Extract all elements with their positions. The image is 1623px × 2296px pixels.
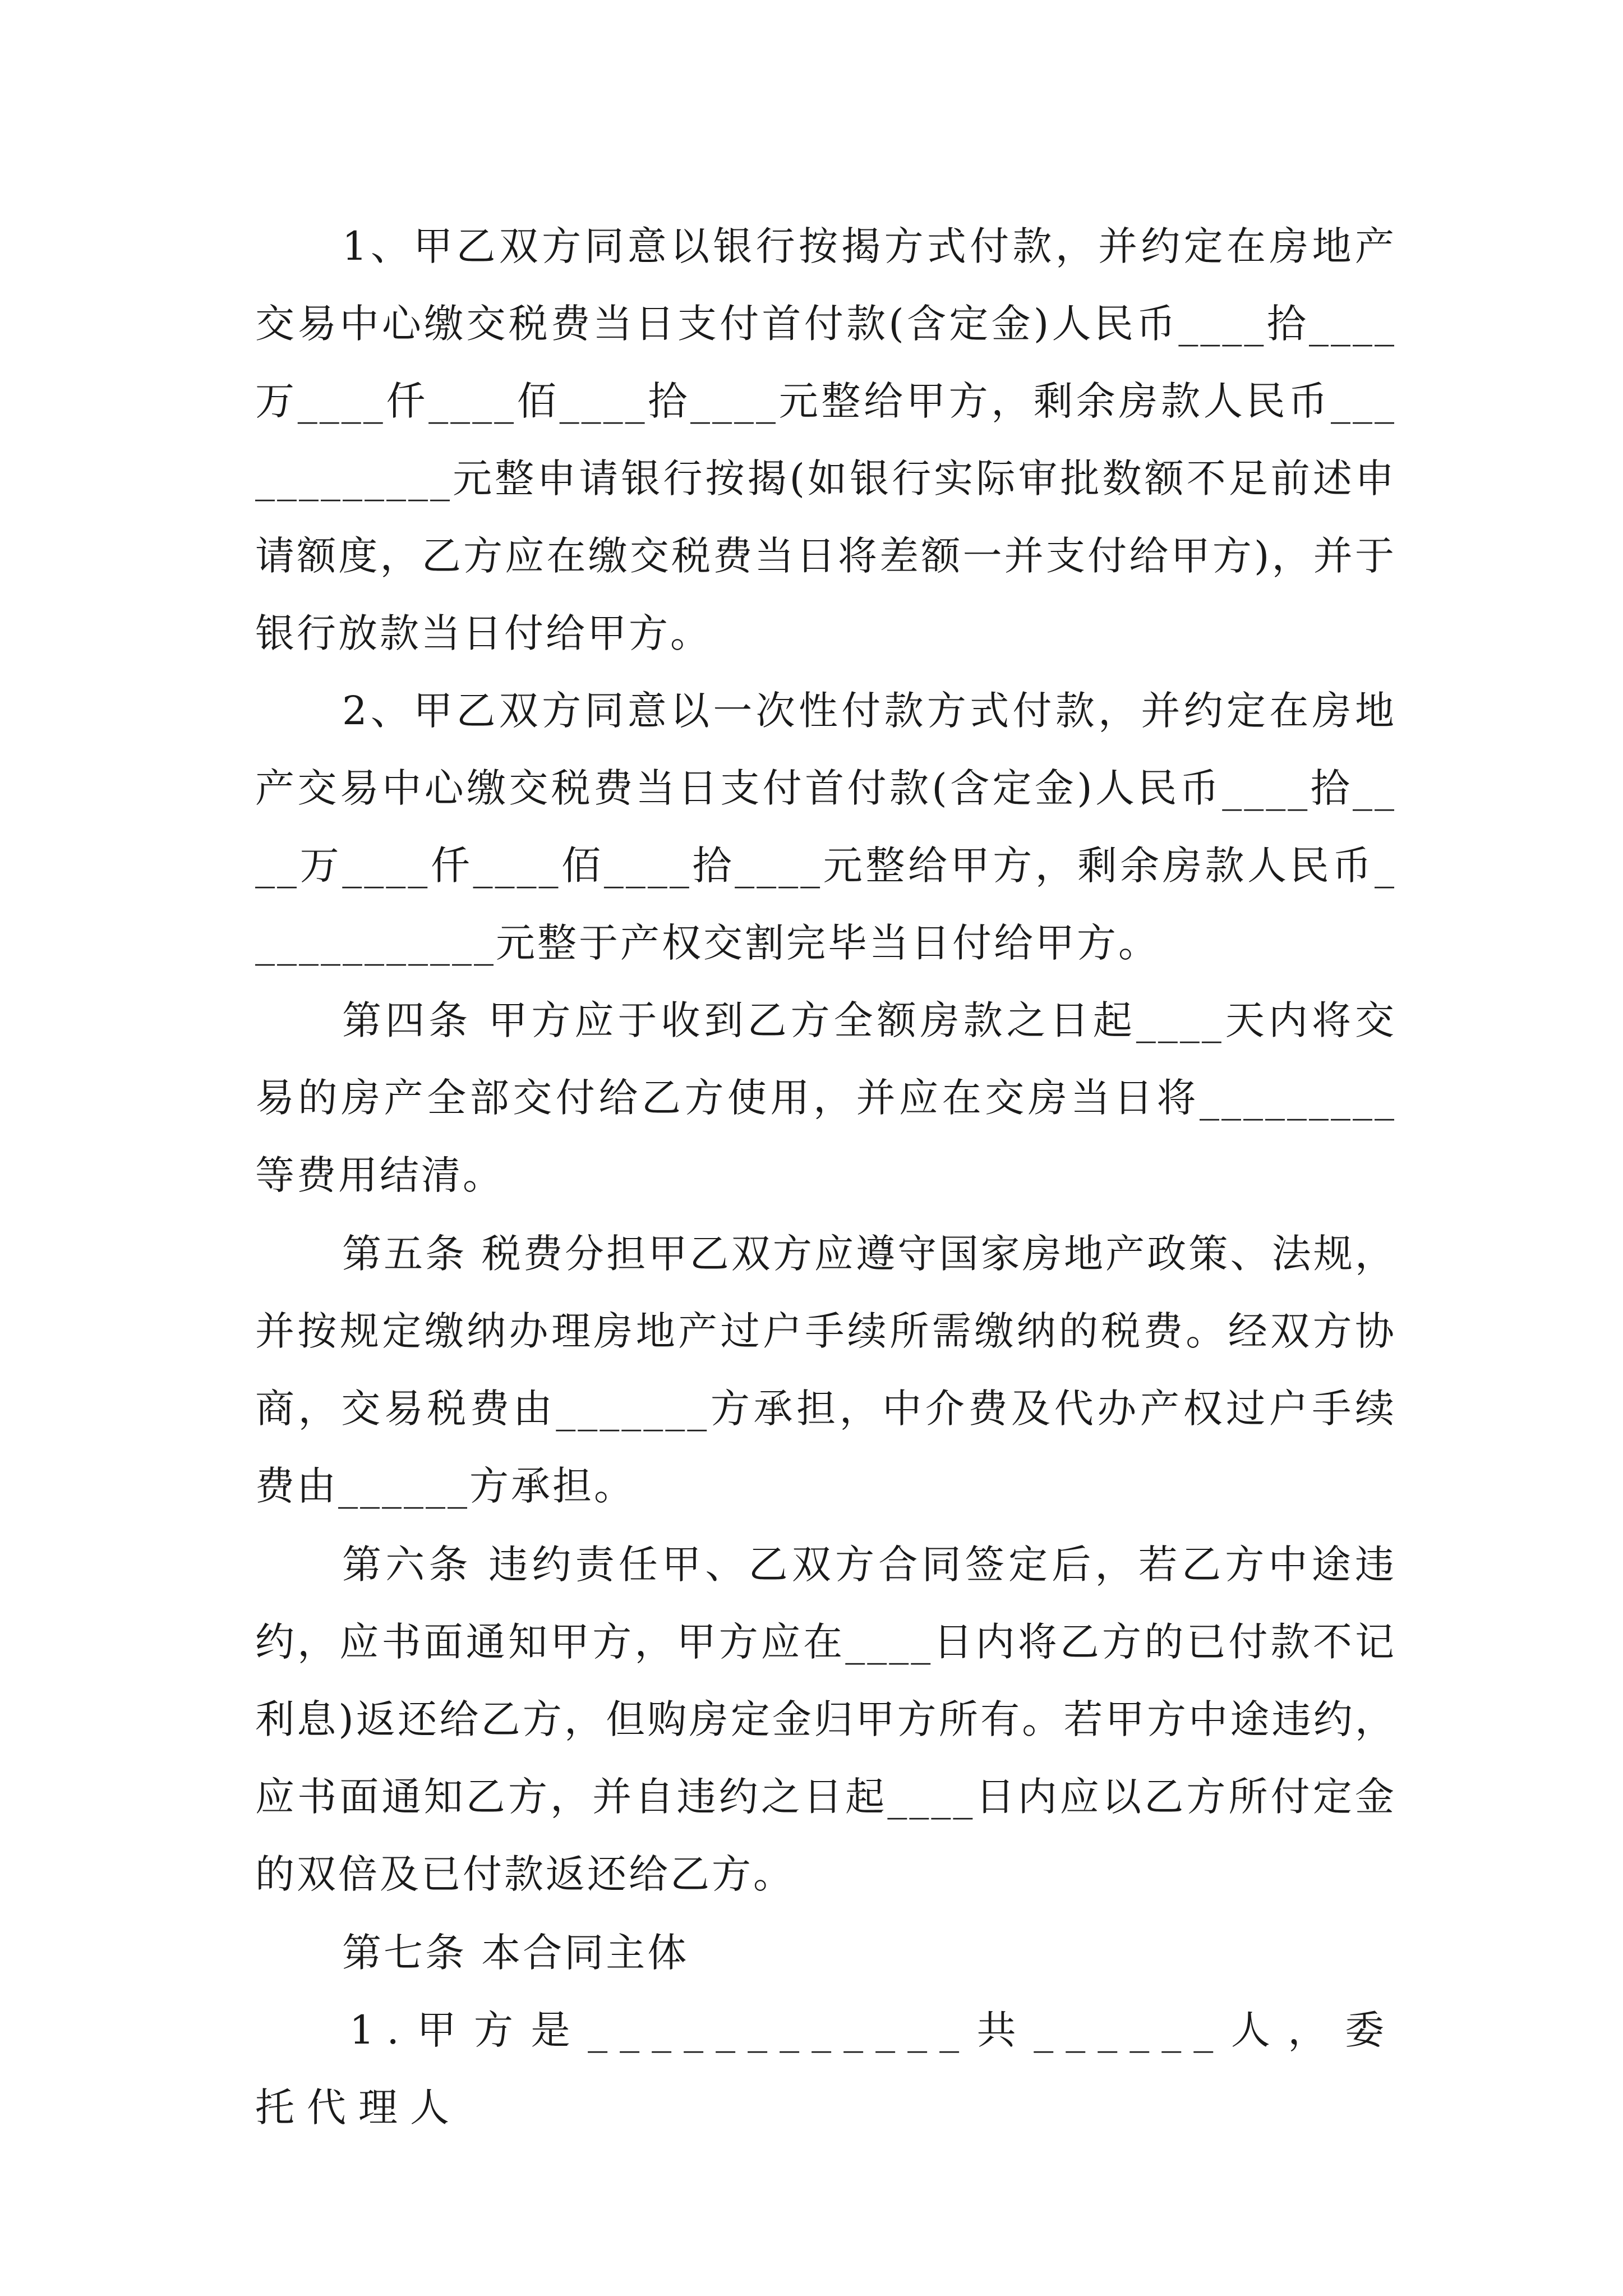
clause-3-2-paragraph: 2、甲乙双方同意以一次性付款方式付款，并约定在房地产交易中心缴交税费当日支付首付款(含定金)人民币____拾____万____仟____佰____拾____元整给甲方，剩余房款人民币____________元整于产权交割完毕当日付给甲方。 (255, 688, 1396, 966)
article-5-paragraph: 第五条 税费分担甲乙双方应遵守国家房地产政策、法规，并按规定缴纳办理房地产过户手续所需缴纳的税费。经双方协商，交易税费由_______方承担，中介费及代办产权过户手续费由______方承担。 (255, 1231, 1396, 1509)
article-6-paragraph: 第六条 违约责任甲、乙双方合同签定后，若乙方中途违约，应书面通知甲方，甲方应在____日内将乙方的已付款不记利息)返还给乙方，但购房定金归甲方所有。若甲方中途违约，应书面通知乙方，并自违约之日起____日内应以乙方所付定金的双倍及已付款返还给乙方。 (255, 1542, 1396, 1897)
article-7-heading: 第七条 本合同主体 (342, 1930, 689, 1976)
article-4-paragraph: 第四条 甲方应于收到乙方全额房款之日起____天内将交易的房产全部交付给乙方使用，并应在交房当日将_________等费用结清。 (255, 997, 1396, 1198)
article-7-item-1: 1.甲方是____________共______人，委托代理人 (255, 2007, 1396, 2131)
clause-3-1-paragraph: 1、甲乙双方同意以银行按揭方式付款，并约定在房地产交易中心缴交税费当日支付首付款(含定金)人民币____拾____万____仟____佰____拾____元整给甲方，剩余房款人民币____________元整申请银行按揭(如银行实际审批数额不足前述申请额度，乙方应在缴交税费当日将差额一并支付给甲方)，并于银行放款当日付给甲方。 (255, 223, 1396, 656)
